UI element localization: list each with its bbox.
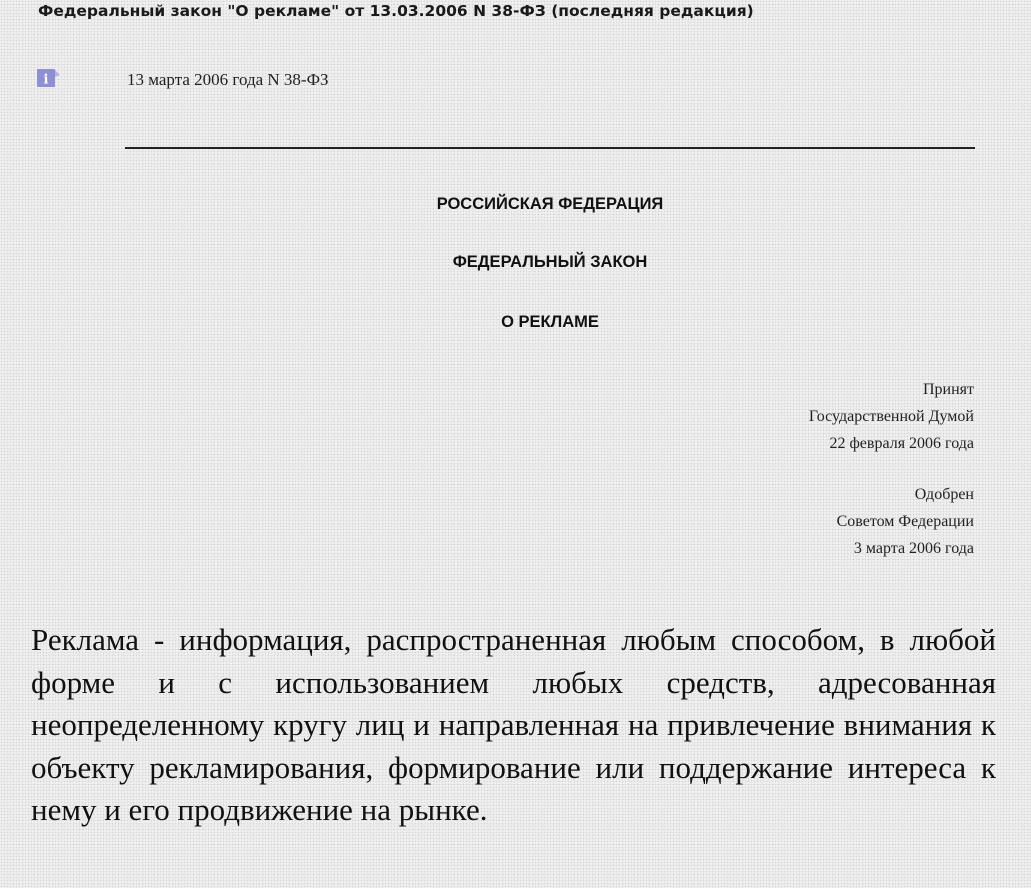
approved-body: Советом Федерации bbox=[836, 513, 974, 530]
adopted-by-duma-block bbox=[809, 376, 974, 457]
adopted-date: 22 февраля 2006 года bbox=[829, 435, 974, 452]
svg-text:i: i bbox=[43, 72, 49, 88]
law-date-number: 13 марта 2006 года N 38-ФЗ bbox=[127, 70, 329, 89]
law-title-heading: О РЕКЛАМЕ bbox=[501, 313, 599, 331]
country-heading: РОССИЙСКАЯ ФЕДЕРАЦИЯ bbox=[436, 195, 664, 213]
approved-by-council-block bbox=[837, 481, 974, 562]
horizontal-divider bbox=[125, 147, 975, 149]
info-icon-graphic bbox=[37, 69, 61, 89]
approved-date: 3 марта 2006 года bbox=[853, 540, 974, 557]
advertising-definition-paragraph: Реклама - информация, распространенная любым способом, в любой форме и с использованием любых средств, адресованная неопределенному кругу лиц и направленная на привлечение внимания к объекту рекламирования, формирование или поддержание интереса к нему и его продвижение на рынке. bbox=[31, 622, 996, 827]
adopted-body: Государственной Думой bbox=[808, 408, 974, 425]
approved-label: Одобрен bbox=[914, 486, 974, 503]
document-header: Федеральный закон "О рекламе" от 13.03.2006 N 38-ФЗ (последняя редакция) bbox=[38, 2, 754, 20]
adopted-label: Принят bbox=[922, 381, 974, 398]
info-icon[interactable] bbox=[37, 69, 61, 89]
document-type-heading: ФЕДЕРАЛЬНЫЙ ЗАКОН bbox=[452, 253, 648, 271]
